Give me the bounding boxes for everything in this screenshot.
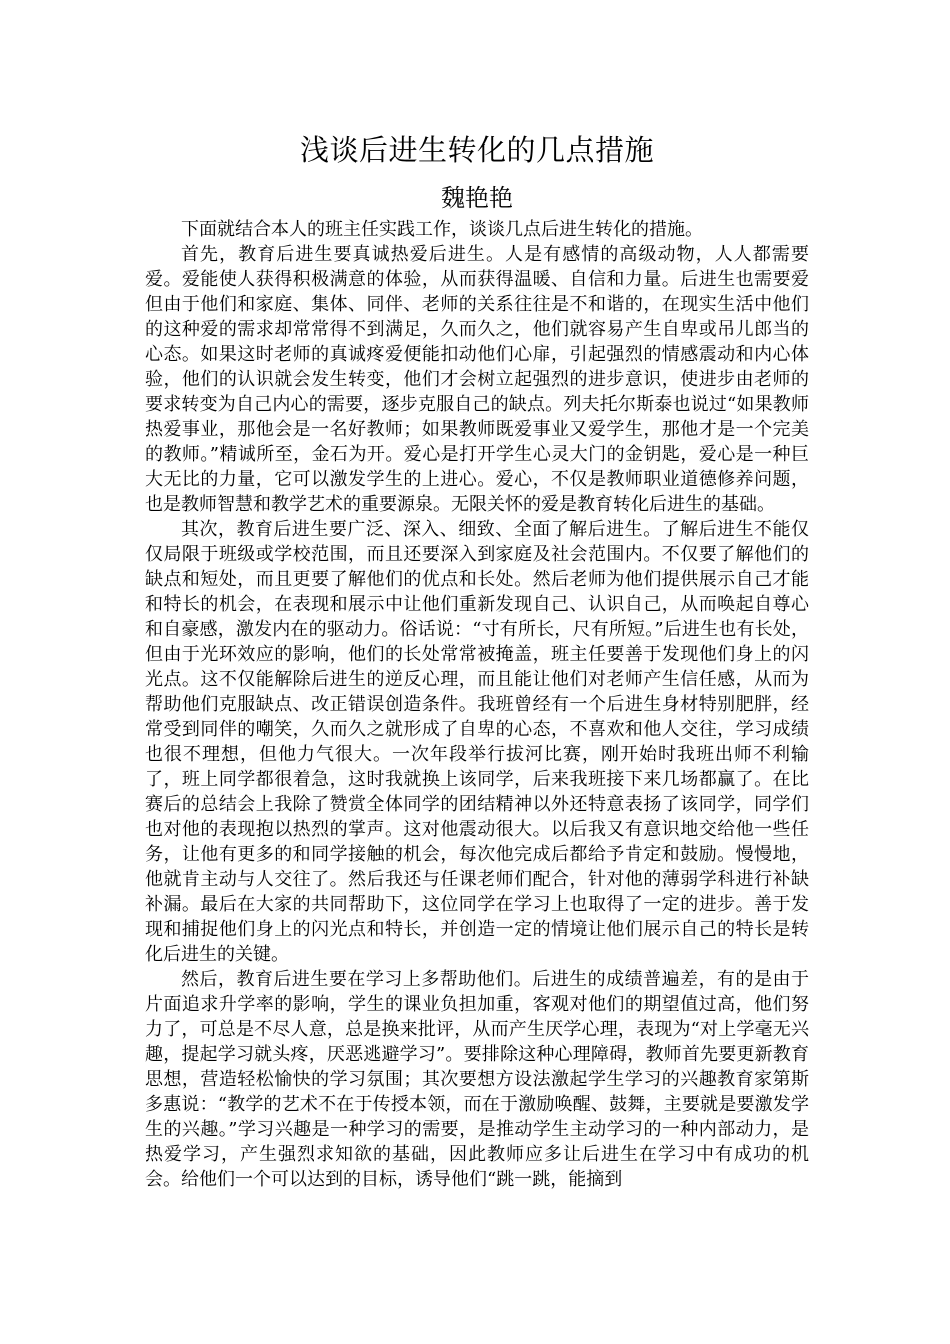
document-body [145,217,809,1192]
paragraph-third-measure: 然后，教育后进生要在学习上多帮助他们。后进生的成绩普遍差，有的是由于片面追求升学率的影响，学生的课业负担加重，客观对他们的期望值过高，他们努力了，可总是不尽人意，总是换来批评，从而产生厌学心理，表现为“对上学毫无兴趣，提起学习就头疼，厌恶逃避学习”。要排除这种心理障碍，教师首先要更新教育思想，营造轻松愉快的学习氛围；其次要想方设法激起学生学习的兴趣教育家第斯多惠说：“教学的艺术不在于传授本领，而在于激励唤醒、鼓舞，主要就是要激发学生的兴趣。”学习兴趣是一种学习的需要，是推动学生主动学习的一种内部动力，是热爱学习，产生强烈求知欲的基础，因此教师应多让后进生在学习中有成功的机会。给他们一个可以达到的目标，诱导他们“跳一跳，能摘到 [145,969,809,1190]
paragraph-first-measure: 首先，教育后进生要真诚热爱后进生。人是有感情的高级动物，人人都需要爱。爱能使人获得积极满意的体验，从而获得温暖、自信和力量。后进生也需要爱但由于他们和家庭、集体、同伴、老师的关系往往是不和谐的，在现实生活中他们的这种爱的需求却常常得不到满足，久而久之，他们就容易产生自卑或吊儿郎当的心态。如果这时老师的真诚疼爱便能扣动他们心扉，引起强烈的情感震动和内心体验，他们的认识就会发生转变，他们才会树立起强烈的进步意识，使进步由老师的要求转变为自己内心的需要，逐步克服自己的缺点。列夫托尔斯泰也说过“如果教师热爱事业，那他会是一名好教师；如果教师既爱事业又爱学生，那他才是一个完美的教师。”精诚所至，金石为开。爱心是打开学生心灵大门的金钥匙，爱心是一种巨大无比的力量，它可以激发学生的上进心。爱心，不仅是教师职业道德修养问题，也是教师智慧和教学艺术的重要源泉。无限关怀的爱是教育转化后进生的基础。 [145,244,809,515]
document-author: 魏艳艳 [441,184,513,212]
paragraph-intro: 下面就结合本人的班主任实践工作，谈谈几点后进生转化的措施。 [181,219,703,240]
paragraph-second-measure: 其次，教育后进生要广泛、深入、细致、全面了解后进生。了解后进生不能仅仅局限于班级或学校范围，而且还要深入到家庭及社会范围内。不仅要了解他们的缺点和短处，而且更要了解他们的优点和长处。然后老师为他们提供展示自己才能和特长的机会，在表现和展示中让他们重新发现自己、认识自己，从而唤起自尊心和自豪感，激发内在的驱动力。俗话说：“寸有所长，尺有所短。”后进生也有长处，但由于光环效应的影响，他们的长处常常被掩盖，班主任要善于发现他们身上的闪光点。这不仅能解除后进生的逆反心理，而且能让他们对老师产生信任感，从而为帮助他们克服缺点、改正错误创造条件。我班曾经有一个后进生身材特别肥胖，经常受到同伴的嘲笑，久而久之就形成了自卑的心态，不喜欢和他人交往，学习成绩也很不理想，但他力气很大。一次年段举行拔河比赛，刚开始时我班出师不利输了，班上同学都很着急，这时我就换上该同学，后来我班接下来几场都赢了。在比赛后的总结会上我除了赞赏全体同学的团结精神以外还特意表扬了该同学，同学们也对他的表现抱以热烈的掌声。这对他震动很大。以后我又有意识地交给他一些任务，让他有更多的和同学接触的机会，每次他完成后都给予肯定和鼓励。慢慢地，他就肯主动与人交往了。然后我还与任课老师们配合，针对他的薄弱学科进行补缺补漏。最后在大家的共同帮助下，这位同学在学习上也取得了一定的进步。善于发现和捕捉他们身上的闪光点和特长，并创造一定的情境让他们展示自己的特长是转化后进生的关键。 [145,519,809,965]
document-title: 浅谈后进生转化的几点措施 [299,133,654,167]
document-page [145,128,809,1192]
